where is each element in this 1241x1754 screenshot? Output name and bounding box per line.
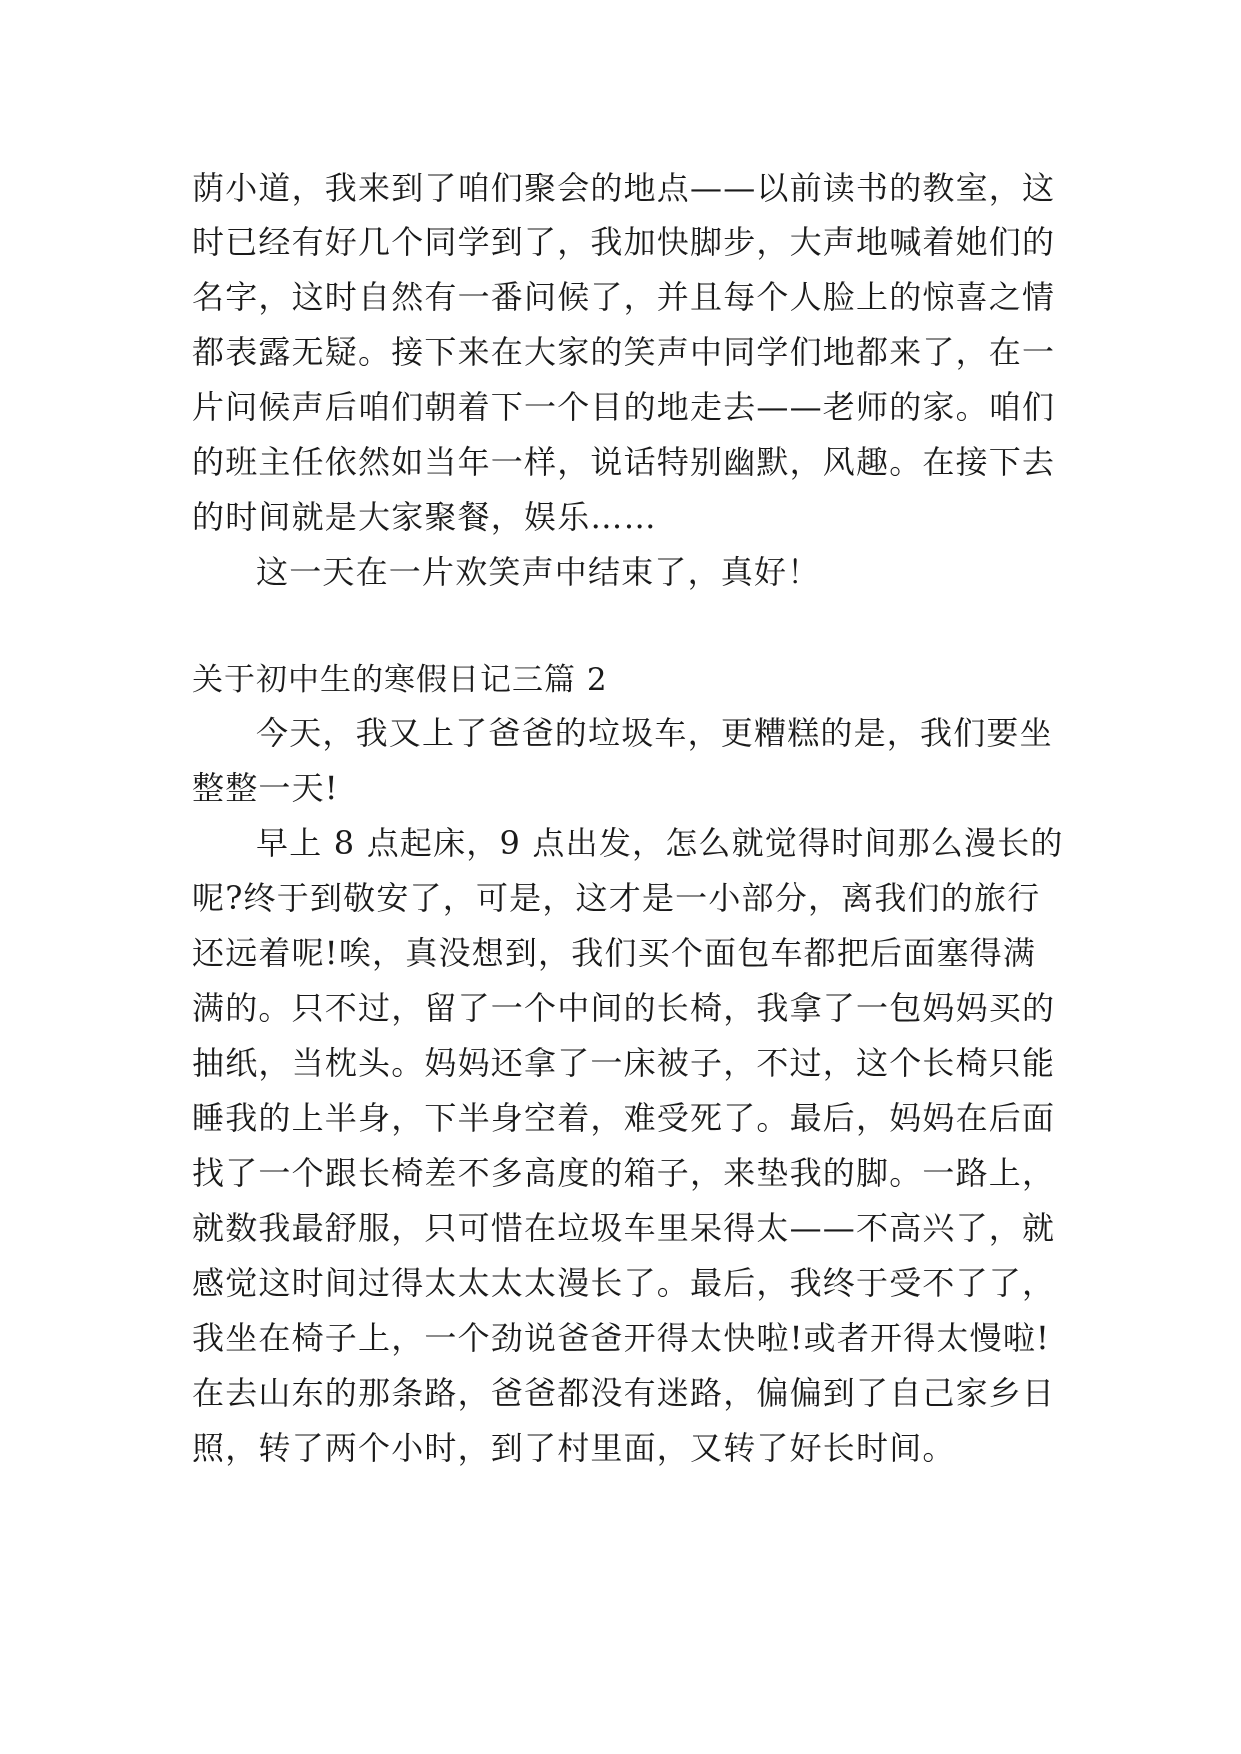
section-paragraph-2-line-1: 早上 8 点起床，9 点出发，怎么就觉得时间那么漫长的 bbox=[256, 824, 1064, 862]
paragraph-1-line-4: 都表露无疑。接下来在大家的笑声中同学们地都来了，在一 bbox=[192, 333, 1056, 371]
section-paragraph-2-line-5: 抽纸，当枕头。妈妈还拿了一床被子，不过，这个长椅只能 bbox=[192, 1044, 1056, 1082]
section-paragraph-1-line-2: 整整一天! bbox=[192, 769, 339, 807]
section-paragraph-2-line-4: 满的。只不过，留了一个中间的长椅，我拿了一包妈妈买的 bbox=[192, 989, 1056, 1027]
paragraph-1-line-5: 片问候声后咱们朝着下一个目的地走去——老师的家。咱们 bbox=[192, 388, 1056, 426]
section-paragraph-2-line-2: 呢?终于到敬安了，可是，这才是一小部分，离我们的旅行 bbox=[192, 879, 1041, 917]
section-paragraph-1-line-1: 今天，我又上了爸爸的垃圾车，更糟糕的是，我们要坐 bbox=[256, 714, 1053, 752]
paragraph-1-line-1: 荫小道，我来到了咱们聚会的地点——以前读书的教室，这 bbox=[192, 169, 1056, 207]
section-paragraph-2-line-3: 还远着呢!唉，真没想到，我们买个面包车都把后面塞得满 bbox=[192, 934, 1037, 972]
section-paragraph-2-line-7: 找了一个跟长椅差不多高度的箱子，来垫我的脚。一路上， bbox=[192, 1154, 1056, 1192]
section-paragraph-2-line-9: 感觉这时间过得太太太太漫长了。最后，我终于受不了了， bbox=[192, 1264, 1056, 1302]
paragraph-1-line-6: 的班主任依然如当年一样，说话特别幽默，风趣。在接下去 bbox=[192, 443, 1056, 481]
section-title: 关于初中生的寒假日记三篇 2 bbox=[192, 662, 608, 698]
section-paragraph-2-line-8: 就数我最舒服，只可惜在垃圾车里呆得太——不高兴了，就 bbox=[192, 1209, 1056, 1247]
paragraph-1-line-3: 名字，这时自然有一番问候了，并且每个人脸上的惊喜之情 bbox=[192, 278, 1056, 316]
paragraph-2-line-1: 这一天在一片欢笑声中结束了，真好！ bbox=[256, 553, 821, 591]
section-paragraph-2-line-11: 在去山东的那条路，爸爸都没有迷路，偏偏到了自己家乡日 bbox=[192, 1374, 1056, 1412]
section-paragraph-2-line-12: 照，转了两个小时，到了村里面，又转了好长时间。 bbox=[192, 1429, 956, 1467]
section-paragraph-2-line-10: 我坐在椅子上，一个劲说爸爸开得太快啦!或者开得太慢啦! bbox=[192, 1319, 1051, 1357]
paragraph-1-line-2: 时已经有好几个同学到了，我加快脚步，大声地喊着她们的 bbox=[192, 223, 1056, 261]
section-paragraph-2-line-6: 睡我的上半身，下半身空着，难受死了。最后，妈妈在后面 bbox=[192, 1099, 1056, 1137]
paragraph-1-line-7: 的时间就是大家聚餐，娱乐…… bbox=[192, 498, 657, 536]
